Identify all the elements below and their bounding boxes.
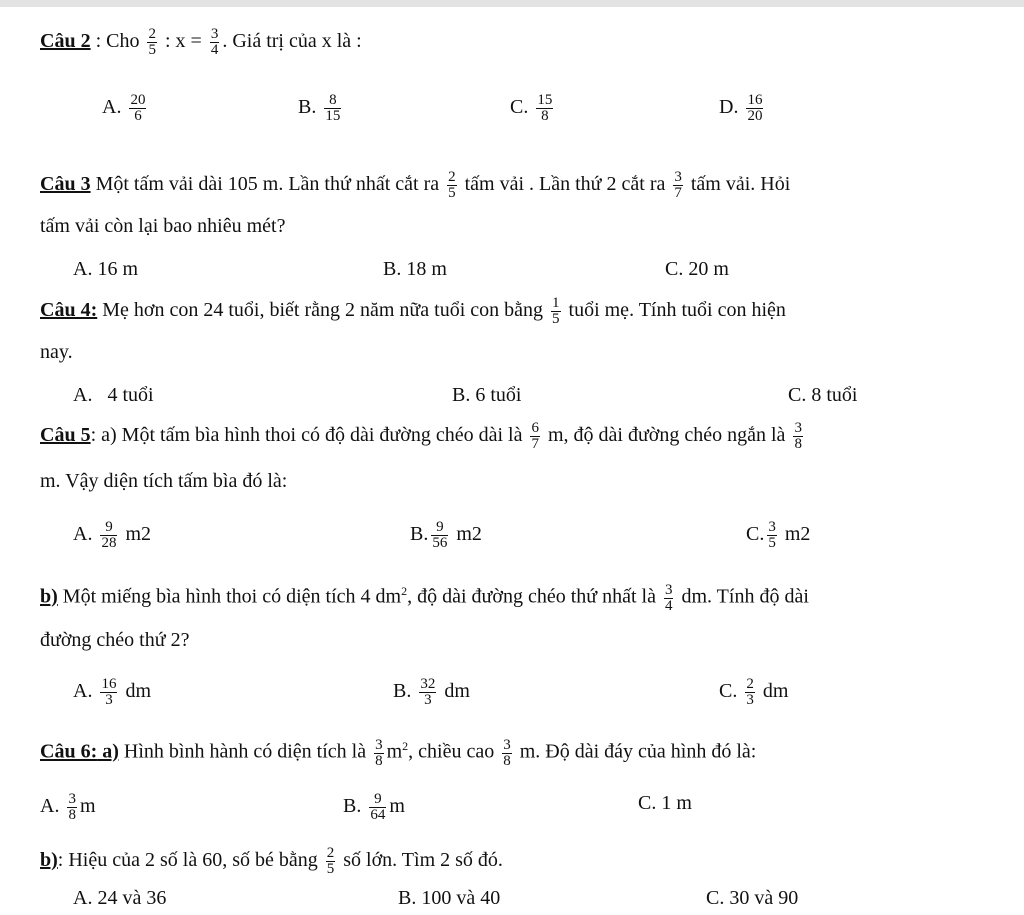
- q6b-option-c: C. 30 và 90: [706, 887, 799, 909]
- fraction: $\frac{3}{7}$: [674, 169, 682, 201]
- fraction: $\frac{2}{5}$: [148, 26, 156, 58]
- q4-label: Câu 4:: [40, 299, 98, 322]
- q5b-stem: b) Một miếng bìa hình thoi có diện tích 4 $dm^2$, độ dài đường chéo thứ nhất là $\frac{3}{4}$ dm. Tính độ dài: [40, 581, 809, 614]
- fraction: $\frac{2}{5}$: [448, 169, 456, 201]
- q2-option-c: C. $\frac{15}{8}$: [510, 92, 553, 124]
- q3-label: Câu 3: [40, 173, 91, 196]
- fraction: $\frac{3}{4}$: [210, 26, 219, 58]
- document-page: [0, 7, 1024, 915]
- fraction: $\frac{3}{8}$: [794, 420, 802, 452]
- q4-stem-line2: nay.: [40, 341, 73, 363]
- q5a-stem-line2: m. Vậy diện tích tấm bìa đó là:: [40, 470, 288, 492]
- q5b-stem-line2: đường chéo thứ 2?: [40, 629, 190, 651]
- q6a-option-b: B. $\frac{9}{64}$ m: [343, 791, 405, 823]
- fraction: $\frac{2}{5}$: [326, 845, 335, 877]
- q6a-stem: Câu 6: a) Hình bình hành có diện tích là $\frac{3}{8}$ $m^2$, chiều cao $\frac{3}{8}$ m. Độ dài đáy của hình đó là:: [40, 736, 757, 769]
- fraction: $\frac{1}{5}$: [552, 295, 560, 327]
- q2-option-a: A. $\frac{20}{6}$: [102, 92, 146, 124]
- q2-stem: Câu 2 : Cho $\frac{2}{5}$ : x = $\frac{3}{4}$ . Giá trị của x là :: [40, 26, 362, 58]
- q2-label: Câu 2: [40, 30, 91, 53]
- q5a-option-b: B. $\frac{9}{56}$ m2: [410, 519, 482, 551]
- q3-option-b: B. 18 m: [383, 258, 447, 280]
- q6b-option-b: B. 100 và 40: [398, 887, 501, 909]
- q6-label: Câu 6:: [40, 740, 98, 763]
- q3-option-c: C. 20 m: [665, 258, 729, 280]
- fraction: $\frac{3}{4}$: [664, 581, 673, 614]
- q5b-label: b): [40, 585, 58, 608]
- q6b-stem: b): Hiệu của 2 số là 60, số bé bằng $\frac{2}{5}$ số lớn. Tìm 2 số đó.: [40, 845, 503, 877]
- fraction: $\frac{6}{7}$: [531, 420, 539, 452]
- q5a-stem: Câu 5: a) Một tấm bìa hình thoi có độ dài đường chéo dài là $\frac{6}{7}$ m, độ dài đường chéo ngắn là $\frac{3}{8}$: [40, 420, 802, 452]
- q4-stem: Câu 4: Mẹ hơn con 24 tuổi, biết rằng 2 năm nữa tuổi con bằng $\frac{1}{5}$ tuổi mẹ. Tính tuổi con hiện: [40, 295, 786, 327]
- q5a-option-a: A. $\frac{9}{28}$ m2: [73, 519, 152, 551]
- q6a-option-c: C. 1 m: [638, 792, 692, 814]
- q3-stem-line2: tấm vải còn lại bao nhiêu mét?: [40, 215, 286, 237]
- q5a-option-c: C. $\frac{3}{5}$ m2: [746, 519, 811, 551]
- q4-option-c: C. 8 tuổi: [788, 384, 858, 406]
- q3-option-a: A. 16 m: [73, 258, 138, 280]
- q2-option-b: B. $\frac{8}{15}$: [298, 92, 341, 124]
- fraction: $\frac{3}{8}$: [503, 736, 511, 769]
- fraction: $\frac{3}{8}$: [375, 736, 383, 769]
- q2-option-d: D. $\frac{16}{20}$: [719, 92, 763, 124]
- q5b-option-c: C. $\frac{2}{3}$ dm: [719, 676, 789, 708]
- q5-label: Câu 5: [40, 424, 91, 447]
- q3-stem: Câu 3 Một tấm vải dài 105 m. Lần thứ nhất cắt ra $\frac{2}{5}$ tấm vải . Lần thứ 2 cắt ra $\frac{3}{7}$ tấm vải. Hỏi: [40, 169, 791, 201]
- q4-option-a: A. 4 tuổi: [73, 384, 154, 406]
- q5b-option-b: B. $\frac{32}{3}$ dm: [393, 676, 470, 708]
- q6b-option-a: A. 24 và 36: [73, 887, 167, 909]
- q4-option-b: B. 6 tuổi: [452, 384, 522, 406]
- q6a-option-a: A. $\frac{3}{8}$ m: [40, 791, 96, 823]
- q5b-option-a: A. $\frac{16}{3}$ dm: [73, 676, 152, 708]
- q6b-label: b): [40, 849, 58, 872]
